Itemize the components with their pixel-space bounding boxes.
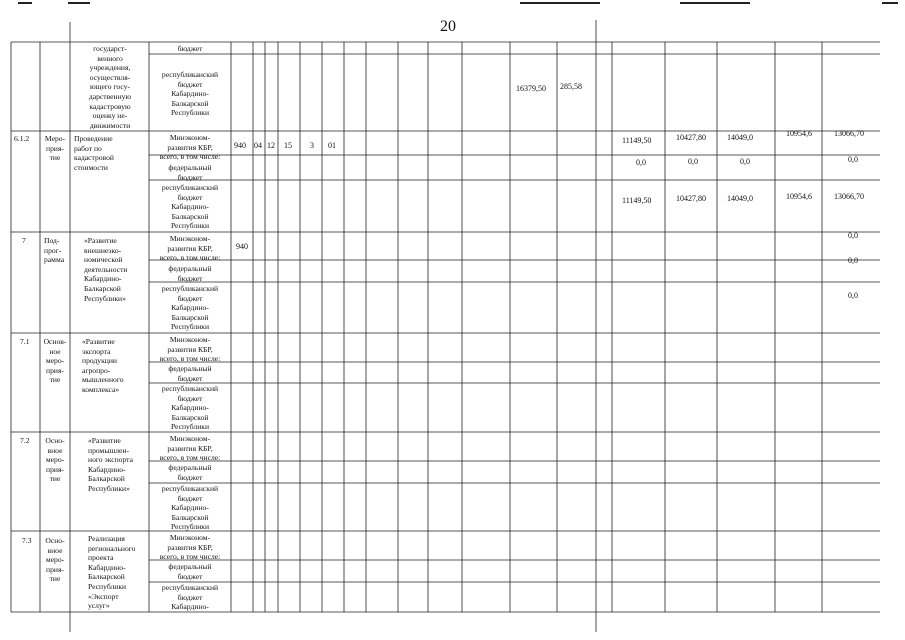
row-name: Реализация регионального проекта Кабардино- Балкарской Республики «Экспорт услуг» [88, 534, 136, 611]
row-name: «Развитие внешнеэко- номической деятельности Кабардино- Балкарской Республики» [84, 236, 128, 303]
value-cell: 285,58 [560, 82, 582, 91]
code-cell: 15 [284, 141, 292, 150]
source-label: республиканский бюджет Кабардино- Балкарской Республики [161, 384, 219, 432]
source-label: Минэконом- развития КБР, всего, в том числе: [159, 533, 221, 562]
code-cell: 04 [254, 141, 262, 150]
row-type: Осно- вное меро- прия- тие [45, 536, 65, 584]
source-label: бюджет [177, 44, 203, 53]
row-number: 7.2 [20, 436, 30, 445]
value-cell: 0,0 [848, 231, 858, 240]
row-name: «Развитие экспорта продукции агропро- мышленного комплекса» [82, 337, 124, 394]
value-cell: 13066,70 [834, 192, 864, 201]
row-name: Проведение работ по кадастровой стоимости [74, 134, 114, 172]
page-number: 20 [440, 18, 456, 35]
source-label: федеральный бюджет [168, 562, 212, 581]
code-cell: 01 [328, 141, 336, 150]
row-type: Осно- вное меро- прия- тие [45, 436, 65, 484]
value-cell: 0,0 [848, 155, 858, 164]
source-label: республиканский бюджет Кабардино- Балкарской Республики [161, 484, 219, 532]
source-label: республиканский бюджет Кабардино- Балкарской Республики [161, 284, 219, 332]
value-cell: 10954,6 [786, 192, 812, 201]
source-label: федеральный бюджет [168, 163, 212, 182]
value-cell: 16379,50 [516, 84, 546, 93]
code-cell: 12 [267, 141, 275, 150]
source-label: Минэконом- развития КБР, всего, в том числе: [159, 335, 221, 364]
source-label: республиканский бюджет Кабардино- Балкарской Республики [161, 183, 219, 231]
value-cell: 0,0 [848, 256, 858, 265]
code-cell: 940 [234, 141, 246, 150]
value-cell: 10427,80 [676, 133, 706, 142]
value-cell: 13066,70 [834, 129, 864, 138]
source-label: республиканский бюджет Кабардино- [161, 583, 219, 612]
value-cell: 10954,6 [786, 129, 812, 138]
source-label: федеральный бюджет [168, 463, 212, 482]
value-cell: 0,0 [688, 157, 698, 166]
code-cell: 3 [310, 141, 314, 150]
value-cell: 0,0 [636, 158, 646, 167]
value-cell: 10427,80 [676, 194, 706, 203]
row-number: 7.3 [22, 536, 32, 545]
source-label: Минэконом- развития КБР, всего, в том числе: [159, 133, 221, 162]
row-number: 7.1 [20, 337, 30, 346]
row-type: Под- прог- рамма [44, 236, 65, 265]
row-name: «Развитие промышлен- ного экспорта Кабардино- Балкарской Республики» [88, 436, 133, 493]
code-cell: 940 [236, 242, 248, 251]
value-cell: 14049,0 [727, 194, 753, 203]
row-type: Меро- прия- тие [44, 134, 66, 163]
row-number: 6.1.2 [14, 134, 30, 143]
value-cell: 0,0 [740, 157, 750, 166]
value-cell: 0,0 [848, 291, 858, 300]
value-cell: 11149,50 [622, 196, 652, 205]
value-cell: 11149,50 [622, 136, 652, 145]
row-number: 7 [22, 236, 26, 245]
row-name: государст- венного учреждения, осуществля- ющего госу- дарственную кадастровую оценку не- движимости [88, 44, 132, 130]
source-label: республиканский бюджет Кабардино- Балкарской Республики [161, 70, 219, 118]
value-cell: 14049,0 [727, 133, 753, 142]
source-label: Минэконом- развития КБР, всего, в том числе: [159, 434, 221, 463]
source-label: Минэконом- развития КБР, всего, в том числе: [159, 234, 221, 263]
source-label: федеральный бюджет [168, 264, 212, 283]
row-type: Основ- ное меро- прия- тие [43, 337, 67, 385]
source-label: федеральный бюджет [168, 364, 212, 383]
